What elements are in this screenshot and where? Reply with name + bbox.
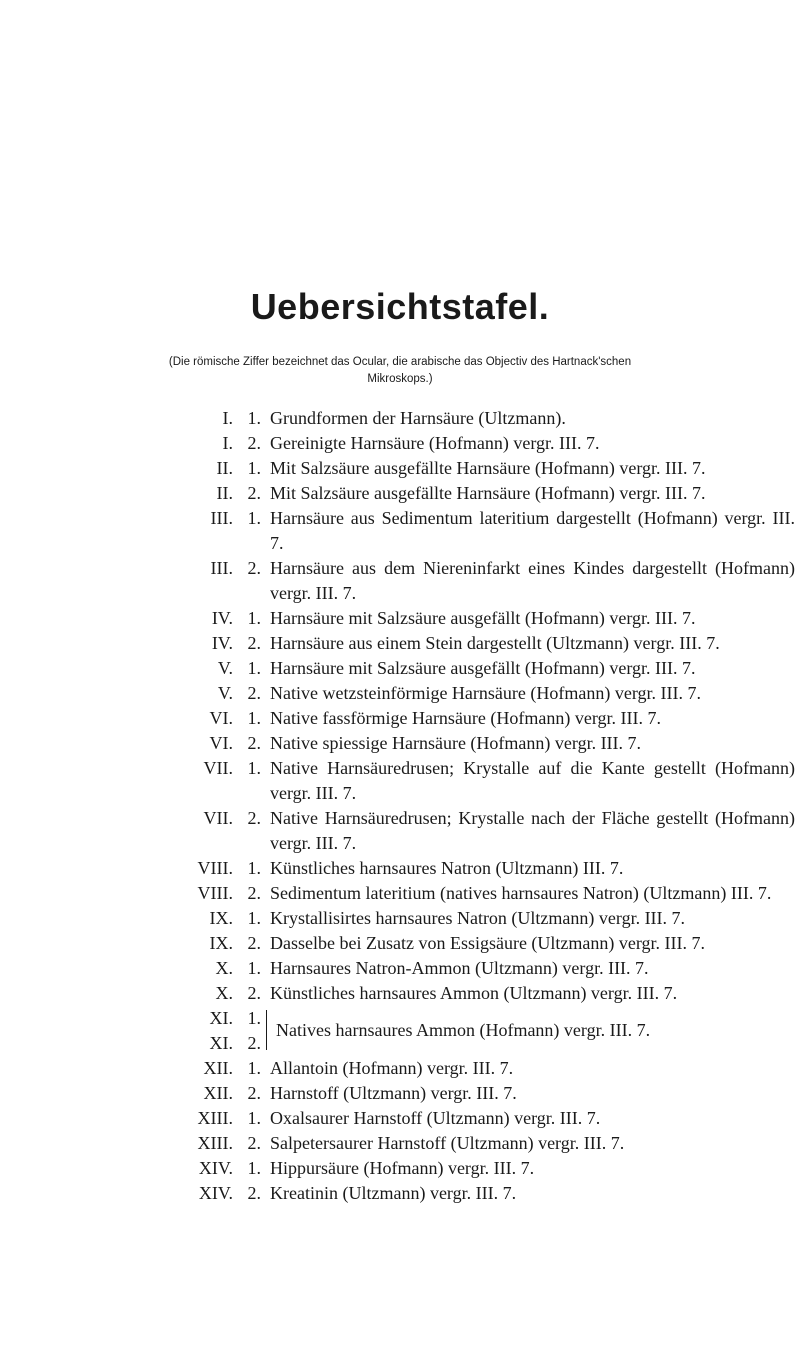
entry-number: XIII.	[197, 1108, 233, 1128]
entry-row	[0, 756, 800, 806]
entry-text: Harnsäure mit Salzsäure ausgefällt (Hofmann) vergr. III. 7.	[270, 658, 696, 678]
entry-subnumber: 1.	[247, 858, 261, 878]
entry-number: VII.	[203, 808, 233, 828]
entry-number: I.	[222, 433, 233, 453]
entry-subnumber: 2.	[247, 433, 261, 453]
entry-text: Mit Salzsäure ausgefällte Harnsäure (Hofmann) vergr. III. 7.	[270, 458, 706, 478]
entry-row	[0, 1106, 800, 1131]
entry-subnumber: 2.	[247, 1133, 261, 1153]
entry-row	[0, 981, 800, 1006]
note-line-1: (Die römische Ziffer bezeichnet das Ocular, die arabische das Objectiv des Hartnack'schen	[168, 356, 632, 368]
entry-text: Kreatinin (Ultzmann) vergr. III. 7.	[270, 1183, 517, 1203]
entry-row	[0, 856, 800, 881]
entry-text: Allantoin (Hofmann) vergr. III. 7.	[270, 1058, 514, 1078]
entry-subnumber: 2.	[247, 558, 261, 578]
entry-row	[0, 506, 800, 556]
entry-row	[0, 906, 800, 931]
entry-subnumber: 2.	[247, 983, 261, 1003]
entry-row	[0, 681, 800, 706]
entry-subnumber: 2.	[247, 683, 261, 703]
entry-number: XIV.	[198, 1183, 233, 1203]
entry-row	[0, 656, 800, 681]
explanatory-note	[0, 354, 800, 388]
entry-row	[0, 606, 800, 631]
entry-subnumber: 1.	[247, 758, 261, 778]
entry-row	[0, 1081, 800, 1106]
entry-number: I.	[222, 408, 233, 428]
entry-subnumber: 2.	[247, 633, 261, 653]
entry-number: XIV.	[198, 1158, 233, 1178]
entry-text: Harnsäure aus dem Niereninfarkt eines Kindes dargestellt (Hofmann) vergr. III. 7.	[270, 558, 795, 603]
entry-row	[0, 431, 800, 456]
entry-subnumber: 1.	[247, 708, 261, 728]
entry-number: VI.	[209, 708, 233, 728]
page-title: Uebersichtstafel.	[250, 286, 550, 327]
entry-number: XI.	[209, 1008, 233, 1028]
entry-subnumber: 1.	[247, 608, 261, 628]
entry-number: III.	[210, 558, 233, 578]
entry-row	[0, 706, 800, 731]
entry-subnumber: 2.	[247, 733, 261, 753]
entry-subnumber: 2.	[247, 483, 261, 503]
entry-number: VII.	[203, 758, 233, 778]
entry-text: Native Harnsäuredrusen; Krystalle auf die Kante gestellt (Hofmann) vergr. III. 7.	[270, 758, 795, 803]
entry-number: IX.	[209, 908, 233, 928]
entry-row	[0, 1131, 800, 1156]
entry-number: II.	[216, 458, 233, 478]
entry-number: VI.	[209, 733, 233, 753]
entry-text: Native fassförmige Harnsäure (Hofmann) vergr. III. 7.	[270, 708, 662, 728]
entry-number: VIII.	[197, 883, 233, 903]
entry-subnumber: 1.	[247, 1158, 261, 1178]
entry-row	[0, 456, 800, 481]
entry-row	[0, 1056, 800, 1081]
entry-text: Grundformen der Harnsäure (Ultzmann).	[270, 408, 566, 428]
entry-number: IV.	[211, 633, 233, 653]
entry-text: Oxalsaurer Harnstoff (Ultzmann) vergr. III. 7.	[270, 1108, 601, 1128]
entry-text: Künstliches harnsaures Natron (Ultzmann) III. 7.	[270, 858, 624, 878]
entry-text: Harnstoff (Ultzmann) vergr. III. 7.	[270, 1083, 517, 1103]
entry-subnumber: 1.	[247, 458, 261, 478]
entry-number: VIII.	[197, 858, 233, 878]
entry-text: Künstliches harnsaures Ammon (Ultzmann) vergr. III. 7.	[270, 983, 678, 1003]
entry-text: Gereinigte Harnsäure (Hofmann) vergr. III. 7.	[270, 433, 600, 453]
entry-list	[0, 406, 800, 1206]
entry-subnumber: 1.	[247, 908, 261, 928]
entry-subnumber: 1.	[247, 408, 261, 428]
entry-subnumber: 1.	[247, 958, 261, 978]
entry-subnumber: 2.	[247, 883, 261, 903]
entry-row	[0, 806, 800, 856]
entry-number: XII.	[203, 1058, 233, 1078]
entry-text: Krystallisirtes harnsaures Natron (Ultzmann) vergr. III. 7.	[270, 908, 686, 928]
entry-text: Dasselbe bei Zusatz von Essigsäure (Ultzmann) vergr. III. 7.	[270, 933, 706, 953]
entry-number: IV.	[211, 608, 233, 628]
entry-text: Sedimentum lateritium (natives harnsaures Natron) (Ultzmann) III. 7.	[270, 883, 772, 903]
entry-number: V.	[217, 658, 233, 678]
entry-number: IX.	[209, 933, 233, 953]
entry-row	[0, 631, 800, 656]
entry-number: III.	[210, 508, 233, 528]
entry-subnumber: 1.	[247, 1008, 261, 1028]
entry-row	[0, 881, 800, 906]
entry-number: XIII.	[197, 1133, 233, 1153]
entry-text: Harnsaures Natron-Ammon (Ultzmann) vergr. III. 7.	[270, 958, 649, 978]
entry-row	[0, 556, 800, 606]
entry-number: II.	[216, 483, 233, 503]
entry-number: X.	[215, 958, 233, 978]
entry-row	[0, 731, 800, 756]
brace-mark	[266, 1010, 273, 1050]
entry-subnumber: 2.	[247, 808, 261, 828]
entry-number: X.	[215, 983, 233, 1003]
entry-number: XI.	[209, 1033, 233, 1053]
entry-text: Native spiessige Harnsäure (Hofmann) vergr. III. 7.	[270, 733, 642, 753]
entry-subnumber: 1.	[247, 508, 261, 528]
entry-text: Harnsäure mit Salzsäure ausgefällt (Hofmann) vergr. III. 7.	[270, 608, 696, 628]
entry-subnumber: 1.	[247, 658, 261, 678]
entry-row	[0, 1156, 800, 1181]
entry-number: V.	[217, 683, 233, 703]
entry-text: Native Harnsäuredrusen; Krystalle nach der Fläche gestellt (Hofmann) vergr. III. 7.	[270, 808, 795, 853]
entry-subnumber: 2.	[247, 1083, 261, 1103]
entry-number: XII.	[203, 1083, 233, 1103]
entry-text: Harnsäure aus Sedimentum lateritium dargestellt (Hofmann) vergr. III. 7.	[270, 508, 795, 553]
entry-subnumber: 2.	[247, 1033, 261, 1053]
entry-subnumber: 1.	[247, 1108, 261, 1128]
entry-text: Natives harnsaures Ammon (Hofmann) vergr. III. 7.	[276, 1020, 651, 1040]
note-line-2: Mikroskops.)	[367, 373, 433, 385]
entry-text: Native wetzsteinförmige Harnsäure (Hofmann) vergr. III. 7.	[270, 683, 702, 703]
entry-text: Hippursäure (Hofmann) vergr. III. 7.	[270, 1158, 535, 1178]
entry-row	[0, 956, 800, 981]
entry-subnumber: 2.	[247, 933, 261, 953]
entry-text: Harnsäure aus einem Stein dargestellt (Ultzmann) vergr. III. 7.	[270, 633, 720, 653]
entry-subnumber: 1.	[247, 1058, 261, 1078]
entry-row	[0, 931, 800, 956]
entry-row	[0, 1181, 800, 1206]
entry-row	[0, 481, 800, 506]
entry-subnumber: 2.	[247, 1183, 261, 1203]
entry-brace-group	[0, 1006, 800, 1056]
entry-text: Salpetersaurer Harnstoff (Ultzmann) vergr. III. 7.	[270, 1133, 625, 1153]
entry-row	[0, 406, 800, 431]
entry-text: Mit Salzsäure ausgefällte Harnsäure (Hofmann) vergr. III. 7.	[270, 483, 706, 503]
